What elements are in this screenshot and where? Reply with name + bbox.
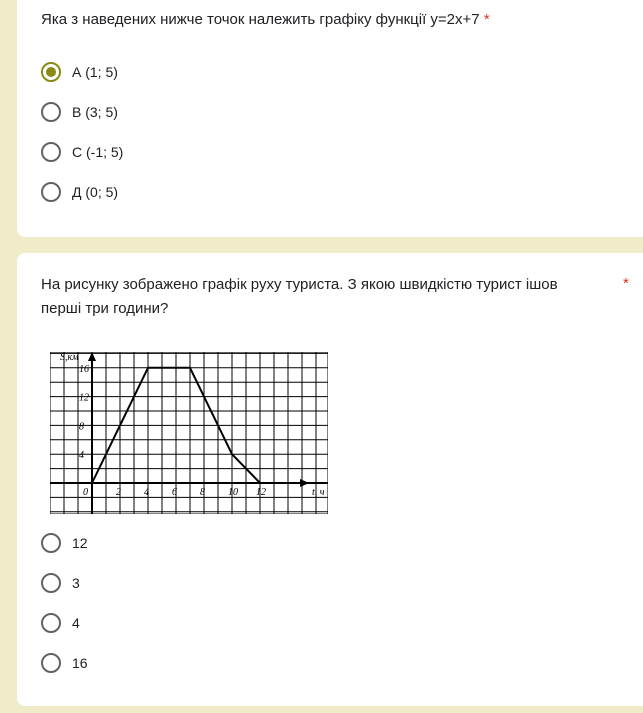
radio-button[interactable] <box>41 573 61 593</box>
y-axis-label: S,км <box>60 352 79 363</box>
option-d[interactable] <box>41 180 118 204</box>
y-tick-label: 4 <box>79 450 84 462</box>
question-title: На рисунку зображено графік руху туриста. З якою швидкістю турист ішов перші три години? <box>41 276 558 317</box>
x-tick-label: 6 <box>172 487 177 498</box>
option-label: В (3; 5) <box>72 104 118 120</box>
radio-button[interactable] <box>41 142 61 162</box>
radio-dot <box>46 67 56 77</box>
y-tick-label: 8 <box>79 421 84 433</box>
required-asterisk: * <box>623 275 629 292</box>
option-label: А (1; 5) <box>72 64 118 80</box>
x-tick-label: 12 <box>256 487 266 498</box>
option-a[interactable] <box>41 60 118 84</box>
radio-button[interactable] <box>41 653 61 673</box>
question-card-1 <box>17 0 643 237</box>
option-16[interactable] <box>41 651 88 675</box>
radio-button[interactable] <box>41 533 61 553</box>
option-label: С (-1; 5) <box>72 144 124 160</box>
option-label: 12 <box>72 535 88 551</box>
option-label: 16 <box>72 655 88 671</box>
x-tick-label: 4 <box>144 487 149 498</box>
x-axis-label: t, ч <box>312 487 325 498</box>
y-tick-label: 12 <box>79 392 89 404</box>
option-label: 3 <box>72 575 80 591</box>
radio-button[interactable] <box>41 102 61 122</box>
x-tick-label: 0 <box>83 487 88 498</box>
radio-button-selected[interactable] <box>41 62 61 82</box>
option-label: Д (0; 5) <box>72 184 119 200</box>
x-tick-label: 8 <box>200 487 205 498</box>
required-asterisk: * <box>483 11 490 28</box>
question-title <box>41 8 490 32</box>
x-tick-label: 10 <box>228 487 238 498</box>
x-tick-label: 2 <box>116 487 121 498</box>
option-12[interactable] <box>41 531 88 555</box>
radio-button[interactable] <box>41 613 61 633</box>
option-c[interactable] <box>41 140 123 164</box>
option-label: 4 <box>72 615 80 631</box>
question-card-2 <box>17 253 643 706</box>
y-tick-label: 16 <box>79 363 89 375</box>
option-3[interactable] <box>41 571 80 595</box>
distance-time-graph <box>50 352 328 514</box>
question-text: Яка з наведених нижче точок належить графіку функції y=2x+7 <box>41 11 480 28</box>
radio-button[interactable] <box>41 182 61 202</box>
option-4[interactable] <box>41 611 80 635</box>
option-b[interactable] <box>41 100 118 124</box>
